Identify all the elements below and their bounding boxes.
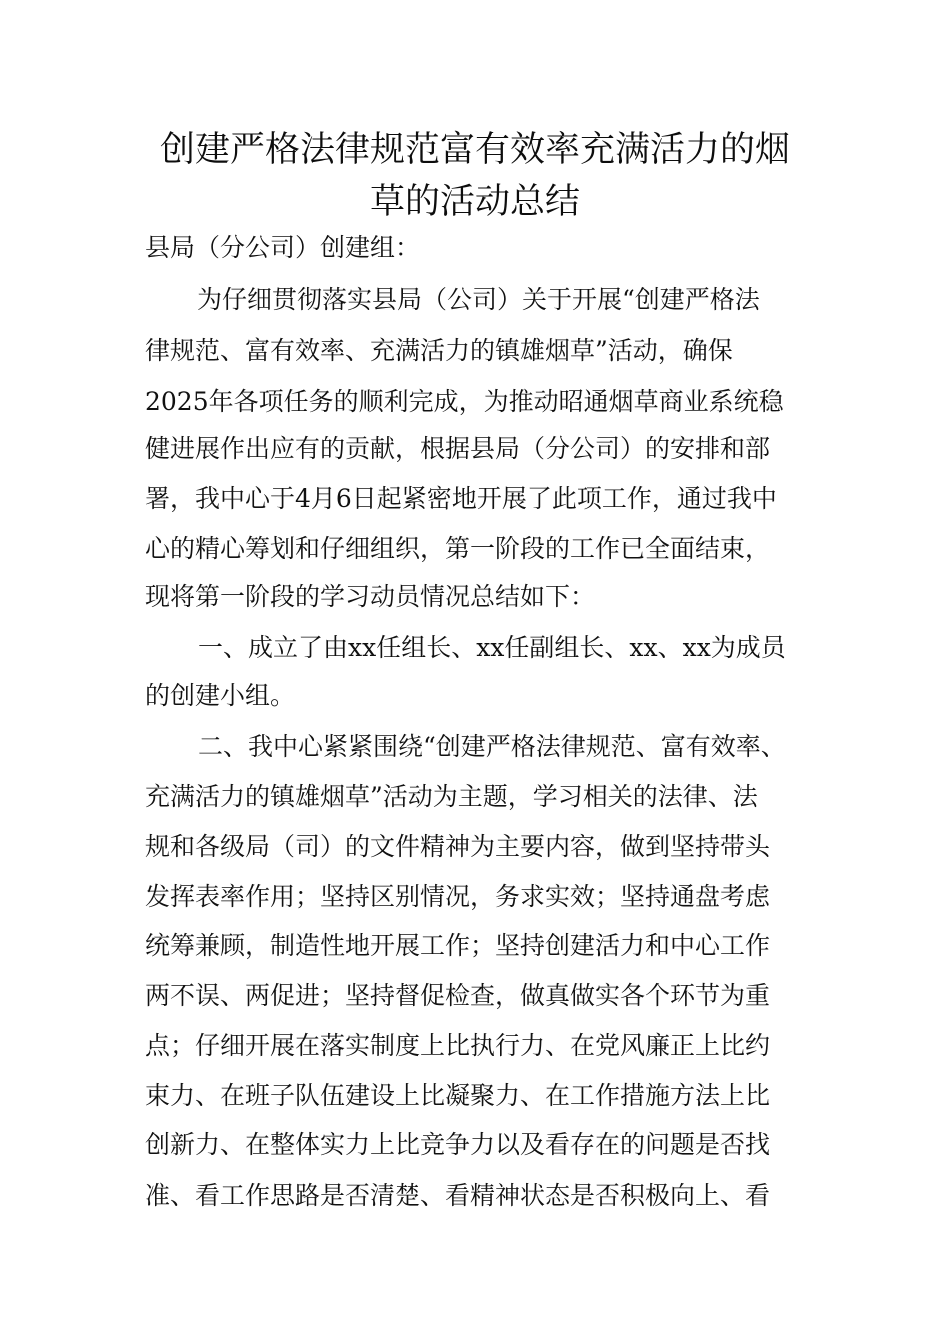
paragraph-3-line: 充满活力的镇雄烟草”活动为主题，学习相关的法律、法 (145, 782, 758, 811)
paragraph-1-line: 健进展作出应有的贡献，根据县局（分公司）的安排和部 (145, 434, 771, 463)
paragraph-3-line: 规和各级局（司）的文件精神为主要内容，做到坚持带头 (145, 832, 771, 861)
paragraph-1-line: 现将第一阶段的学习动员情况总结如下： (145, 582, 596, 611)
paragraph-2-line: 一、成立了由xx任组长、xx任副组长、xx、xx为成员 (198, 633, 786, 662)
paragraph-1-line: 心的精心筹划和仔细组织，第一阶段的工作已全面结束， (145, 534, 771, 563)
paragraph-3-line: 创新力、在整体实力上比竞争力以及看存在的问题是否找 (145, 1130, 771, 1159)
paragraph-3-line: 束力、在班子队伍建设上比凝聚力、在工作措施方法上比 (145, 1081, 771, 1110)
document-title-line-2: 草的活动总结 (369, 182, 580, 222)
document-title-line-1: 创建严格法律规范富有效率充满活力的烟 (159, 130, 790, 170)
salutation: 县局（分公司）创建组： (145, 233, 421, 262)
paragraph-3-line: 两不误、两促进；坚持督促检查，做真做实各个环节为重 (145, 981, 771, 1010)
paragraph-3-line: 点；仔细开展在落实制度上比执行力、在党风廉正上比约 (145, 1031, 771, 1060)
paragraph-3-line: 二、我中心紧紧围绕“创建严格法律规范、富有效率、 (198, 732, 786, 761)
paragraph-2-line: 的创建小组。 (145, 681, 296, 710)
paragraph-1-line: 为仔细贯彻落实县局（公司）关于开展“创建严格法 (197, 285, 760, 314)
paragraph-3-line: 统筹兼顾，制造性地开展工作；坚持创建活力和中心工作 (145, 931, 771, 960)
paragraph-3-line: 准、看工作思路是否清楚、看精神状态是否积极向上、看 (145, 1181, 771, 1210)
paragraph-1-line: 署，我中心于4月6日起紧密地开展了此项工作，通过我中 (145, 484, 777, 513)
paragraph-1-line: 律规范、富有效率、充满活力的镇雄烟草”活动，确保 (145, 336, 733, 365)
paragraph-1-line: 2025年各项任务的顺利完成，为推动昭通烟草商业系统稳 (145, 387, 784, 416)
paragraph-3-line: 发挥表率作用；坚持区别情况，务求实效；坚持通盘考虑 (145, 882, 771, 911)
